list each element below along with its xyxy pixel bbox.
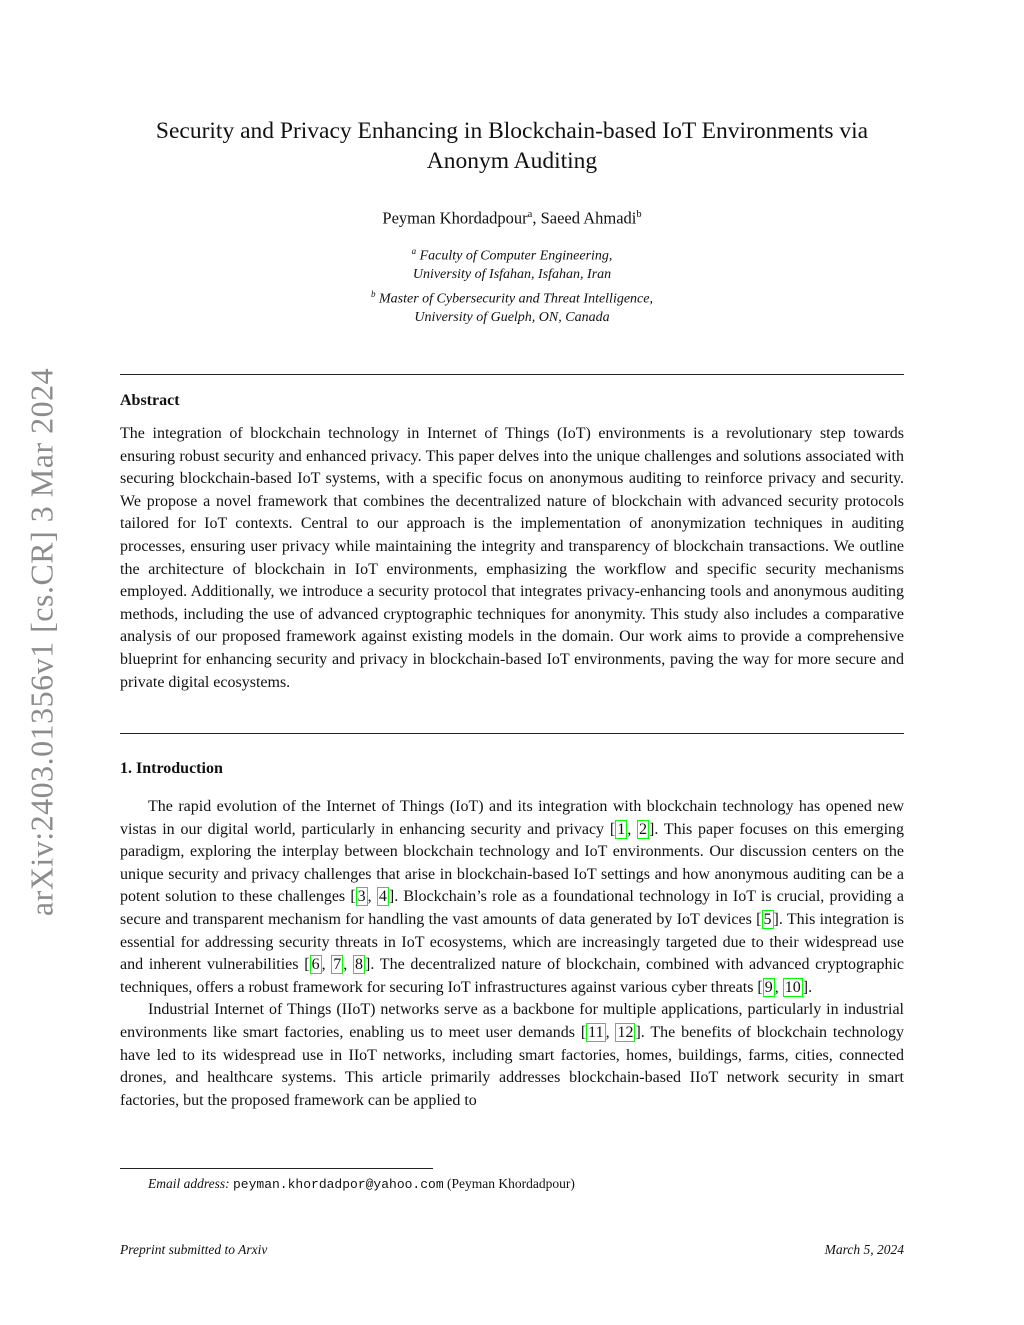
text-run: ]. The decentralized nature of blockchain, combined with advanced cryptographic techniques, offers a robust framework for securing IoT infrastructures against various cyber threats [: [120, 956, 905, 996]
affiliation-b-line-1: [120, 285, 904, 309]
citation-link[interactable]: 12: [617, 1023, 634, 1041]
text-run: ]. This paper focuses on this emerging paradigm, exploring the interplay between blockchain technology and IoT environments. Our discussion centers on the unique security and privacy challenges that arise in blockchain-based IoT settings and how anonymous auditing can be a potent solution to these challenges [: [120, 820, 905, 906]
affiliation-mark: b: [371, 288, 376, 299]
citation-separator: ,: [321, 956, 332, 974]
title-line-1: Security and Privacy Enhancing in Blockchain-based IoT Environments via: [155, 118, 869, 144]
intro-paragraph-2: [120, 999, 904, 1112]
citation-link[interactable]: 10: [784, 978, 801, 996]
affiliation-text: Master of Cybersecurity and Threat Intelligence,: [379, 291, 653, 307]
author-name: Peyman Khordadpour: [382, 208, 528, 228]
citation-link[interactable]: 8: [355, 956, 364, 974]
text-run: ]. The benefits of blockchain technology have led to its widespread use in IIoT networks, including smart factories, homes, buildings, farms, cities, connected drones, and healthcare systems. This article primarily addresses blockchain-based IIoT network security in smart factories, but the proposed framework can be applied to: [120, 1023, 904, 1109]
affiliation-mark: a: [411, 246, 417, 256]
citation-separator: ,: [627, 820, 637, 838]
affiliations: [120, 242, 904, 327]
affiliation-text: Faculty of Computer Engineering,: [419, 248, 613, 264]
title-line-2: Anonym Auditing: [426, 148, 598, 174]
footnote: [120, 1175, 904, 1194]
introduction-body: [120, 796, 904, 1112]
footer-date: March 5, 2024: [824, 1242, 904, 1257]
intro-paragraph-1: [120, 796, 904, 999]
affiliation-b-line-2: University of Guelph, ON, Canada: [414, 309, 610, 325]
email-link[interactable]: peyman.khordadpor@yahoo.com: [233, 1177, 444, 1192]
author-list: [120, 205, 904, 229]
abstract-top-rule: [120, 374, 904, 375]
arxiv-id: arXiv:2403.01356v1 [cs.CR] 3 Mar 2024: [23, 367, 60, 917]
citation-link[interactable]: 6: [311, 956, 320, 974]
citation-link[interactable]: 9: [764, 978, 773, 996]
author-name: Saeed Ahmadi: [540, 208, 637, 228]
footnote-rule: [120, 1168, 433, 1169]
affiliation-mark: b: [636, 209, 642, 220]
citation-link[interactable]: 4: [378, 888, 387, 906]
citation-link[interactable]: 2: [638, 820, 647, 838]
section-heading-introduction: 1. Introduction: [120, 760, 223, 777]
citation-separator: ,: [605, 1023, 616, 1041]
paper-title: [120, 116, 904, 176]
citation-link[interactable]: 1: [617, 820, 626, 838]
citation-separator: ,: [367, 888, 377, 906]
citation-separator: ,: [343, 956, 354, 974]
affiliation-mark: a: [527, 209, 533, 220]
text-run: ]. This integration is essential for addressing security threats in IoT ecosystems, which are increasingly targeted due to their widespread use and inherent vulnerabilities [: [120, 910, 904, 974]
citation-link[interactable]: 7: [333, 956, 342, 974]
text-run: ]. Blockchain’s role as a foundational technology in IoT is crucial, providing a secure and transparent mechanism for handling the vast amounts of data generated by IoT devices [: [120, 888, 905, 928]
affiliation-a-line-2: University of Isfahan, Isfahan, Iran: [412, 267, 612, 283]
affiliation-a-line-1: [120, 242, 904, 266]
footnote-label: Email address:: [148, 1176, 230, 1191]
text-run: ].: [802, 978, 813, 996]
abstract-text: The integration of blockchain technology in Internet of Things (IoT) environments is a revolutionary step towards ensuring robust security and enhanced privacy. This paper delves into the unique challenges and solutions associated with securing blockchain-based IoT systems, with a specific focus on anonymous auditing to reinforce privacy and security. We propose a novel framework that combines the decentralized nature of blockchain with advanced security protocols tailored for IoT contexts. Central to our approach is the implementation of anonymization techniques in auditing processes, ensuring user privacy while maintaining the integrity and transparency of blockchain transactions. We outline the architecture of blockchain in IoT environments, emphasizing the workflow and specific security mechanisms employed. Additionally, we introduce a security protocol that integrates privacy-enhancing tools and anonymous auditing methods, including the use of advanced cryptographic techniques for anonymity. This study also includes a comparative analysis of our proposed framework against existing models in the domain. Our work aims to provide a comprehensive blueprint for enhancing security and privacy in blockchain-based IoT environments, paving the way for more secure and private digital ecosystems.: [120, 425, 904, 691]
text-run: Industrial Internet of Things (IIoT) networks serve as a backbone for multiple applications, particularly in industrial environments like smart factories, enabling us to meet user demands [: [120, 1001, 904, 1041]
abstract-heading: Abstract: [120, 392, 180, 409]
author-separator: ,: [532, 208, 541, 228]
footer-preprint-note: Preprint submitted to Arxiv: [120, 1242, 268, 1257]
citation-link[interactable]: 3: [357, 888, 366, 906]
abstract-bottom-rule: [120, 733, 904, 734]
citation-link[interactable]: 5: [763, 910, 772, 928]
citation-separator: ,: [774, 978, 783, 996]
citation-link[interactable]: 11: [588, 1023, 604, 1041]
text-run: The rapid evolution of the Internet of Things (IoT) and its integration with blockchain technology has opened new vistas in our digital world, particularly in enhancing security and privacy [: [120, 798, 904, 838]
footnote-owner: (Peyman Khordadpour): [447, 1176, 575, 1191]
